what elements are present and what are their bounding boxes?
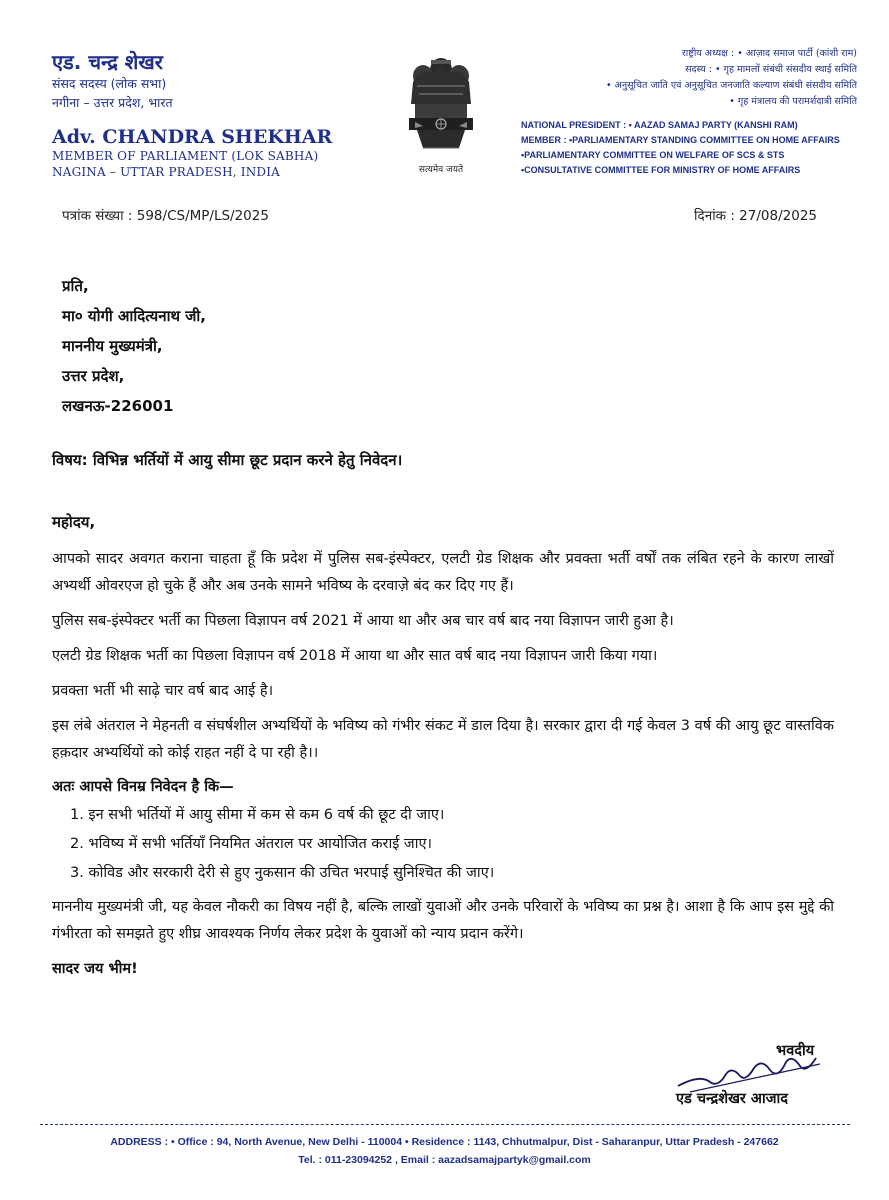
emblem-motto: सत्यमेव जयते bbox=[418, 165, 464, 175]
right-hindi-line: • अनुसूचित जाति एवं अनुसूचित जनजाति कल्याण संबंधी संसदीय समिति bbox=[605, 80, 857, 91]
list-item: 3. कोविड और सरकारी देरी से हुए नुकसान की उचित भरपाई सुनिश्चित की जाए। bbox=[70, 865, 495, 881]
body-paragraph: प्रवक्ता भर्ती भी साढ़े चार वर्ष बाद आई है। bbox=[52, 683, 274, 699]
reference-number: पत्रांक संख्या : 598/CS/MP/LS/2025 bbox=[62, 208, 269, 224]
letter-body bbox=[52, 546, 834, 982]
letterhead-left bbox=[52, 50, 372, 180]
letterhead-right bbox=[517, 46, 857, 178]
right-hindi-line: राष्ट्रीय अध्यक्ष : • आज़ाद समाज पार्टी (कांशी राम) bbox=[681, 48, 857, 59]
right-hindi-line: • गृह मंत्रालय की परामर्शदात्री समिति bbox=[729, 96, 857, 107]
national-emblem bbox=[393, 52, 489, 177]
body-paragraph: एलटी ग्रेड शिक्षक भर्ती का पिछला विज्ञापन वर्ष 2018 में आया था और सात वर्ष बाद नया विज्ञापन जारी किया गया। bbox=[52, 648, 658, 664]
valediction: भवदीय bbox=[776, 1043, 815, 1059]
letter-date: दिनांक : 27/08/2025 bbox=[694, 208, 817, 224]
list-item: 2. भविष्य में सभी भर्तियाँ नियमित अंतराल पर आयोजित कराई जाए। bbox=[70, 836, 432, 852]
body-paragraph: आपको सादर अवगत कराना चाहता हूँ कि प्रदेश में पुलिस सब-इंस्पेक्टर, एलटी ग्रेड शिक्षक और प्रवक्ता भर्ती वर्षों तक लंबित रहने के कारण लाखों अभ्यर्थी ओवरएज हो चुके हैं और अब उनके सामने भविष्य के दरवाज़े बंद कर दिए गए हैं। bbox=[52, 551, 834, 594]
request-list bbox=[52, 801, 834, 888]
addressee-line: मा० योगी आदित्यनाथ जी, bbox=[62, 307, 206, 325]
addressee-line: प्रति, bbox=[62, 277, 89, 295]
closing-greeting: सादर जय भीम! bbox=[52, 961, 138, 977]
footer-contact: Tel. : 011-23094252 , Email : aazadsamajpartyk@gmail.com bbox=[298, 1154, 591, 1166]
hindi-name: एड. चन्द्र शेखर bbox=[52, 50, 163, 74]
salutation: महोदय, bbox=[52, 513, 96, 531]
addressee-line: माननीय मुख्यमंत्री, bbox=[62, 337, 163, 355]
footer-divider bbox=[40, 1124, 850, 1125]
footer bbox=[0, 1133, 889, 1169]
right-english-line: •CONSULTATIVE COMMITTEE FOR MINISTRY OF HOME AFFAIRS bbox=[521, 165, 801, 175]
body-paragraph: इस लंबे अंतराल ने मेहनती व संघर्षशील अभ्यर्थियों के भविष्य को गंभीर संकट में डाल दिया है। सरकार द्वारा दी गई केवल 3 वर्ष की आयु छूट वास्तविक हक़दार अभ्यर्थियों को कोई राहत नहीं दे पा रही है।। bbox=[52, 718, 834, 761]
english-role: MEMBER OF PARLIAMENT (LOK SABHA) bbox=[52, 149, 319, 163]
hindi-constituency: नगीना – उत्तर प्रदेश, भारत bbox=[52, 95, 173, 110]
english-name: Adv. CHANDRA SHEKHAR bbox=[52, 126, 333, 148]
right-english-block bbox=[517, 118, 857, 178]
right-english-line: •PARLIAMENTARY COMMITTEE ON WELFARE OF SCS & STS bbox=[521, 150, 785, 160]
right-hindi-line: सदस्य : • गृह मामलों संबंधी संसदीय स्थाई समिति bbox=[685, 64, 857, 75]
subject-line: विषय: विभिन्न भर्तियों में आयु सीमा छूट प्रदान करने हेतु निवेदन। bbox=[52, 451, 403, 469]
right-english-line: NATIONAL PRESIDENT : • AAZAD SAMAJ PARTY (KANSHI RAM) bbox=[521, 120, 798, 130]
english-constituency: NAGINA – UTTAR PRADESH, INDIA bbox=[52, 165, 281, 179]
footer-address: ADDRESS : • Office : 94, North Avenue, New Delhi - 110004 • Residence : 1143, Chhutmalpur, Dist - Saharanpur, Uttar Pradesh - 247662 bbox=[110, 1136, 779, 1148]
signatory-name: एड चन्द्रशेखर आजाद bbox=[676, 1091, 788, 1107]
addressee-line: उत्तर प्रदेश, bbox=[62, 367, 125, 385]
addressee-line: लखनऊ-226001 bbox=[62, 397, 174, 415]
hindi-role: संसद सदस्य (लोक सभा) bbox=[52, 76, 167, 91]
addressee-block bbox=[62, 271, 206, 421]
closing-paragraph: माननीय मुख्यमंत्री जी, यह केवल नौकरी का विषय नहीं है, बल्कि लाखों युवाओं और उनके परिवारों के भविष्य का प्रश्न है। आशा है कि आप इस मुद्दे की गंभीरता को समझते हुए शीघ्र आवश्यक निर्णय लेकर प्रदेश के युवाओं को न्याय प्रदान करेंगे। bbox=[52, 899, 834, 942]
body-paragraph: पुलिस सब-इंस्पेक्टर भर्ती का पिछला विज्ञापन वर्ष 2021 में आया था और अब चार वर्ष बाद नया विज्ञापन जारी हुआ है। bbox=[52, 613, 674, 629]
request-heading: अतः आपसे विनम्र निवेदन है कि— bbox=[52, 779, 234, 795]
right-english-line: MEMBER : •PARLIAMENTARY STANDING COMMITTEE ON HOME AFFAIRS bbox=[521, 135, 840, 145]
list-item: 1. इन सभी भर्तियों में आयु सीमा में कम से कम 6 वर्ष की छूट दी जाए। bbox=[70, 807, 445, 823]
ashoka-emblem-icon bbox=[401, 52, 481, 160]
